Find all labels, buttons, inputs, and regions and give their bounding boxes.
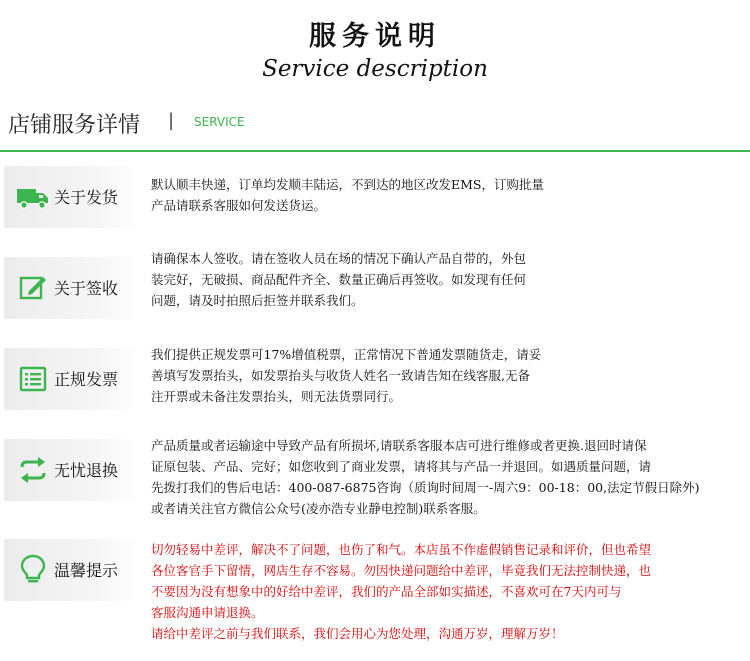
badge-label: 无忧退换 — [54, 461, 119, 480]
truck-icon — [16, 183, 50, 211]
badge-label: 关于发货 — [54, 188, 119, 207]
badge-shipping — [4, 166, 138, 228]
section-text: 我们提供正规发票可17%增值税票，正常情况下普通发票随货走，请妥 善填写发票抬头，如发票抬头与收货人姓名一致请告知在线客服,无备 注开票或未备注发票抬头，则无法货票同行。 — [151, 347, 542, 404]
badge-tips — [4, 539, 138, 601]
badge-label: 温馨提示 — [54, 561, 119, 580]
header-title: 店铺服务详情 — [8, 113, 141, 138]
sign-edit-icon — [16, 274, 50, 302]
page-title-en: Service description — [262, 56, 488, 82]
header-separator: | — [168, 110, 175, 131]
section-text: 默认顺丰快递，订单均发顺丰陆运，不到达的地区改发EMS，订购批量 产品请联系客服如何发送货运。 — [151, 177, 544, 213]
badge-label: 关于签收 — [54, 279, 119, 298]
badge-invoice — [4, 348, 138, 410]
page-title-cn: 服务说明 — [309, 21, 441, 52]
section-text: 产品质量或者运输途中导致产品有所损坏,请联系客服本店可进行维修或者更换.退回时请保 证原包装、产品、完好；如您收到了商业发票，请将其与产品一并退回。如遇质量问题，请 先拨打我们的售后电话：400-087-6875咨询（质询时间周一-周六9：00-18：00,法定节假日除外) 或者请关注官方微信公众号(凌亦浩专业静电控制)联系客服。 — [151, 438, 700, 516]
badge-returns — [4, 439, 138, 501]
badge-label: 正规发票 — [54, 370, 119, 389]
invoice-list-icon — [16, 365, 50, 393]
badge-signing — [4, 257, 138, 319]
section-header — [0, 100, 750, 152]
section-text-warning: 切勿轻易中差评，解决不了问题，也伤了和气。本店虽不作虚假销售记录和评价，但也希望 各位客官手下留情，网店生存不容易。勿因快递问题给中差评，毕竟我们无法控制快递，也 不要因为没有想象中的好给中差评，我们的产品全部如实描述，不喜欢可在7天内可与 客服沟通申请退换。 请给中差评之前与我们联系，我们会用心为您处理，沟通万岁，理解万岁！ — [151, 542, 652, 641]
header-subtitle: SERVICE — [194, 115, 245, 129]
lightbulb-icon — [16, 553, 50, 585]
section-text: 请确保本人签收。请在签收人员在场的情况下确认产品自带的，外包 装完好，无破损、商品配件齐全、数量正确后再签收。如发现有任何 问题，请及时拍照后拒签并联系我们。 — [151, 251, 527, 308]
exchange-arrows-icon — [16, 456, 50, 484]
